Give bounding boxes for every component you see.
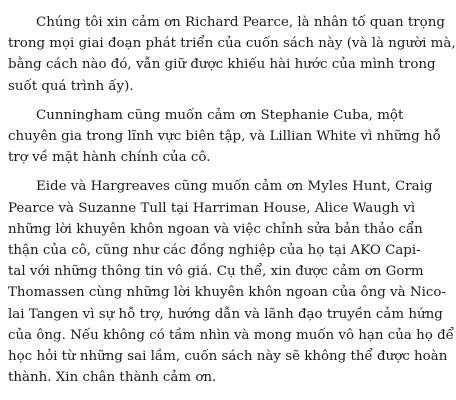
text-line: những lời khuyên khôn ngoan và việc chỉnh sửa bản thảo cẩn xyxy=(8,221,423,237)
text-line: học hỏi từ những sai lầm, cuốn sách này sẽ không thể được hoàn xyxy=(8,349,448,365)
text-line: suốt quá trình ấy). xyxy=(8,78,134,94)
paragraph-3 xyxy=(8,176,454,388)
text-line: Pearce và Suzanne Tull tại Harriman House, Alice Waugh vì xyxy=(8,200,416,216)
text-line: Cunningham cũng muốn cảm ơn Stephanie Cuba, một xyxy=(36,107,404,123)
text-line: Chúng tôi xin cảm ơn Richard Pearce, là nhân tố quan trọng xyxy=(36,15,445,30)
text-line: Eide và Hargreaves cũng muốn cảm ơn Myles Hunt, Craig xyxy=(36,179,433,195)
text-line: thành. Xin chân thành cảm ơn. xyxy=(8,370,217,386)
text-line: trong mọi giai đoạn phát triển của cuốn sách này (và là người mà, xyxy=(8,36,456,52)
text-line: bằng cách nào đó, vẫn giữ được khiếu hài hước của mình trong xyxy=(8,57,436,73)
acknowledgements-text xyxy=(8,12,456,396)
text-line: tal với những thông tin vô giá. Cụ thể, xin được cảm ơn Gorm xyxy=(8,264,424,280)
paragraph-2 xyxy=(8,105,441,169)
text-line: lai Tangen vì sự hỗ trợ, hướng dẫn và lãnh đạo truyền cảm hứng xyxy=(8,306,443,322)
text-line: chuyên gia trong lĩnh vực biên tập, và Lillian White vì những hỗ xyxy=(8,129,441,145)
text-line: của ông. Nếu không có tầm nhìn và mong muốn vô hạn của họ để xyxy=(8,327,454,343)
text-line: trợ về mặt hành chính của cô. xyxy=(8,150,211,166)
text-line: thận của cô, cũng như các đồng nghiệp của họ tại AKO Capi- xyxy=(8,243,421,259)
paragraph-1 xyxy=(8,12,456,97)
text-line: Thomassen cùng những lời khuyên khôn ngoan của ông và Nico- xyxy=(8,285,446,301)
